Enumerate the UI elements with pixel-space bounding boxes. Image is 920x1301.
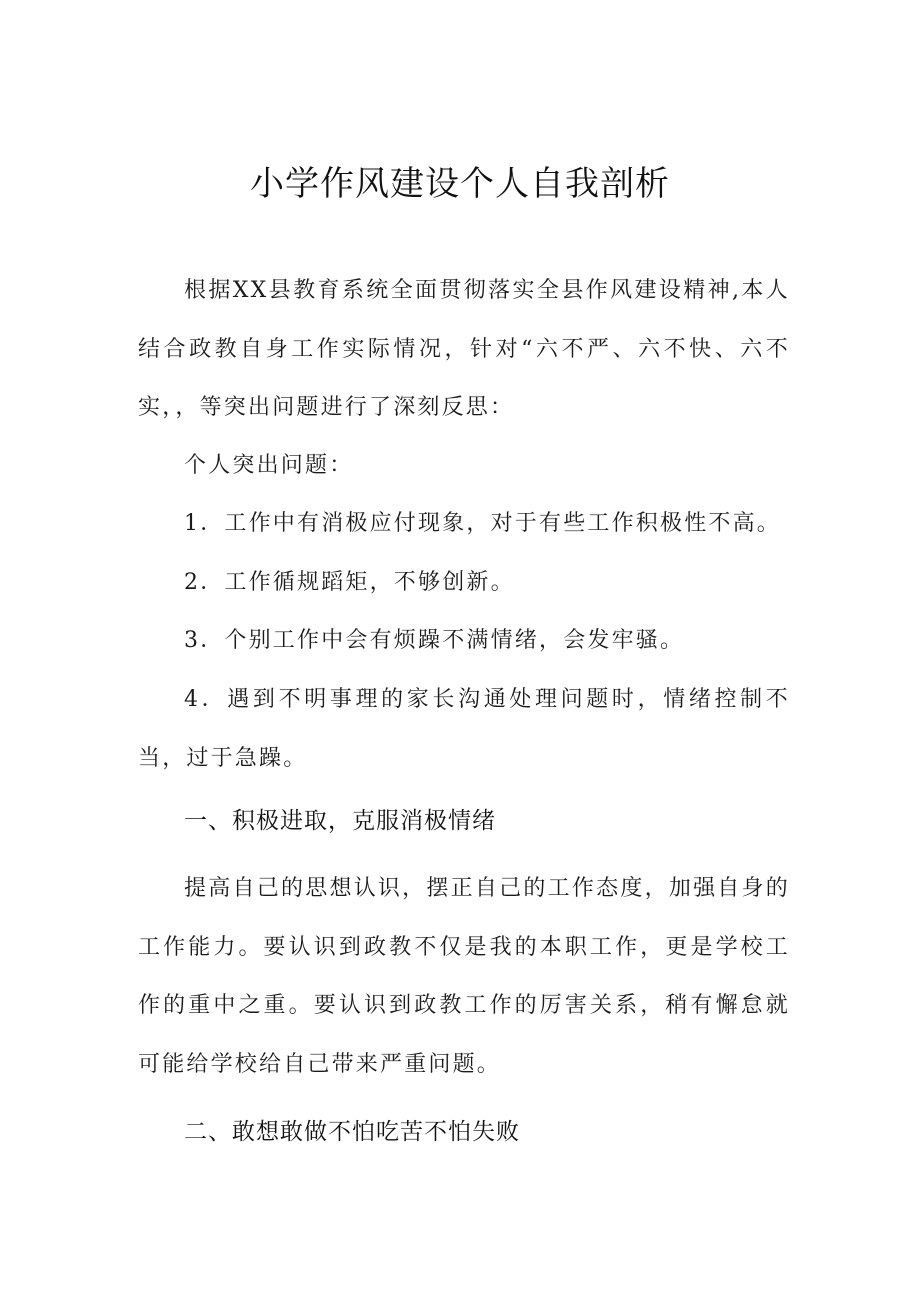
problems-label: 个人突出问题： [184,453,354,478]
problem-item-4: 4．遇到不明事理的家长沟通处理问题时，情绪控制不当，过于急躁。 [138,687,790,771]
section-1-heading: 一、积极进取，克服消极情绪 [184,808,496,834]
section-2-heading: 二、敢想敢做不怕吃苦不怕失败 [184,1119,520,1145]
section-1-paragraph: 提高自己的思想认识，摆正自己的工作态度，加强自身的工作能力。要认识到政教不仅是我的本职工作，更是学校工作的重中之重。要认识到政教工作的厉害关系，稍有懈怠就可能给学校给自己带来严重问题。 [138,876,790,1077]
intro-paragraph: 根据XX县教育系统全面贯彻落实全县作风建设精神,本人结合政教自身工作实际情况，针对“六不严、六不快、六不实，，等突出问题进行了深刻反思： [138,278,790,420]
problem-item-3: 3．个别工作中会有烦躁不满情绪，会发牢骚。 [184,628,685,653]
document-title: 小学作风建设个人自我剖析 [250,164,670,204]
problem-item-2: 2．工作循规蹈矩，不够创新。 [184,570,515,595]
problem-item-1: 1．工作中有消极应付现象，对于有些工作积极性不高。 [184,511,781,536]
